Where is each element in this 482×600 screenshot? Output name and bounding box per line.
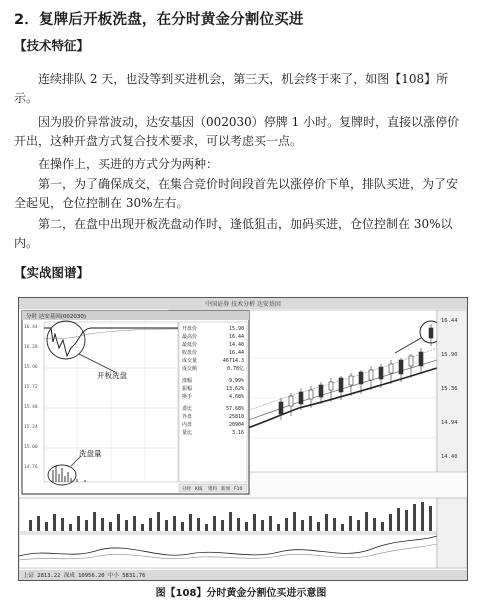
quote-value: 25810 [228, 414, 244, 420]
section-heading-practice: 【实战图谱】 [14, 265, 90, 280]
svg-text:15.00: 15.00 [24, 445, 38, 450]
price-tick: 14.94 [441, 420, 458, 426]
quote-label: 换手 [182, 394, 193, 400]
paragraph-4: 第一，为了确保成交，在集合竞价时间段首先以涨停价下单，排队买进，为了安全起见，仓位控制在 30%左右。 [14, 177, 459, 210]
quote-label: 涨幅 [182, 378, 193, 384]
chart-figure [18, 297, 468, 581]
svg-text:15.24: 15.24 [24, 425, 38, 430]
paragraph-3: 在操作上，买进的方式分为两种： [38, 157, 219, 171]
svg-text:16.44: 16.44 [24, 325, 38, 330]
svg-text:14.76: 14.76 [24, 465, 38, 470]
chart-graphic [19, 298, 467, 580]
quote-label: 内盘 [182, 422, 193, 428]
quote-value: 9.99% [228, 378, 244, 384]
paragraph-2: 因为股价异常波动，达安基因（002030）停牌 1 小时。复牌时，直接以涨停价开出，这种开盘方式复合技术要求，可以考虑买一点。 [14, 115, 460, 148]
quote-value: 14.40 [228, 342, 244, 348]
figure-caption: 图【108】分时黄金分割位买进示意图 [155, 588, 327, 599]
price-tick: 15.36 [441, 386, 458, 392]
quote-value: 20904 [228, 422, 244, 428]
svg-text:15.48: 15.48 [24, 405, 38, 410]
quote-label: 外盘 [182, 414, 193, 420]
svg-text:15.72: 15.72 [24, 385, 38, 390]
quote-label: 委比 [182, 406, 193, 412]
quote-value: 16.44 [228, 350, 244, 356]
status-bar: 上证 2813.22 深成 10956.20 中小 5831.76 [23, 573, 146, 579]
tab-profile[interactable]: 资料 [208, 487, 217, 492]
quote-label: 成交量 [182, 358, 198, 364]
page-title: 2．复牌后开板洗盘，在分时黄金分割位买进 [14, 12, 304, 28]
quote-value: 57.68% [225, 406, 244, 412]
quote-value: 13.62% [225, 386, 244, 392]
annotation-open-wash: 开板洗盘 [97, 371, 127, 380]
svg-text:16.20: 16.20 [24, 345, 38, 350]
price-tick: 16.44 [441, 318, 458, 324]
paragraph-1: 连续排队 2 天，也没等到买进机会，第三天，机会终于来了，如图【108】所示。 [14, 72, 449, 105]
quote-label: 量比 [182, 430, 193, 436]
tab-intraday[interactable]: 分时 [182, 487, 191, 492]
quote-value: 4.68% [228, 394, 244, 400]
tab-kline[interactable]: K线 [195, 487, 203, 492]
quote-value: 15.90 [228, 326, 244, 332]
intraday-header: 分时 达安基因(002030) [26, 314, 87, 320]
price-tick: 15.90 [441, 352, 458, 358]
quote-label: 成交额 [182, 366, 198, 372]
quote-label: 收盘价 [182, 350, 198, 356]
section-heading-technical: 【技术特征】 [14, 38, 90, 53]
price-tick: 14.40 [441, 454, 458, 460]
window-title: 中国证券 技术分析 达安基因 [205, 301, 281, 308]
quote-label: 最高价 [182, 334, 198, 340]
tab-news[interactable]: 新闻 [221, 487, 230, 492]
paragraph-5: 第二，在盘中出现开板洗盘动作时，逢低狙击，加码买进，仓位控制在 30%以内。 [14, 217, 453, 250]
quote-label: 振幅 [182, 386, 193, 392]
annotation-wash-volume: 洗盘量 [79, 449, 102, 458]
quote-value: 16.44 [228, 334, 244, 340]
quote-value: 0.78亿 [226, 366, 244, 372]
quote-label: 最低价 [182, 342, 198, 348]
quote-value: 3.16 [231, 430, 244, 436]
svg-text:15.96: 15.96 [24, 365, 38, 370]
quote-label: 开盘价 [182, 326, 198, 332]
quote-value: 46714.3 [222, 358, 244, 364]
tab-f10[interactable]: F10 [234, 487, 243, 492]
